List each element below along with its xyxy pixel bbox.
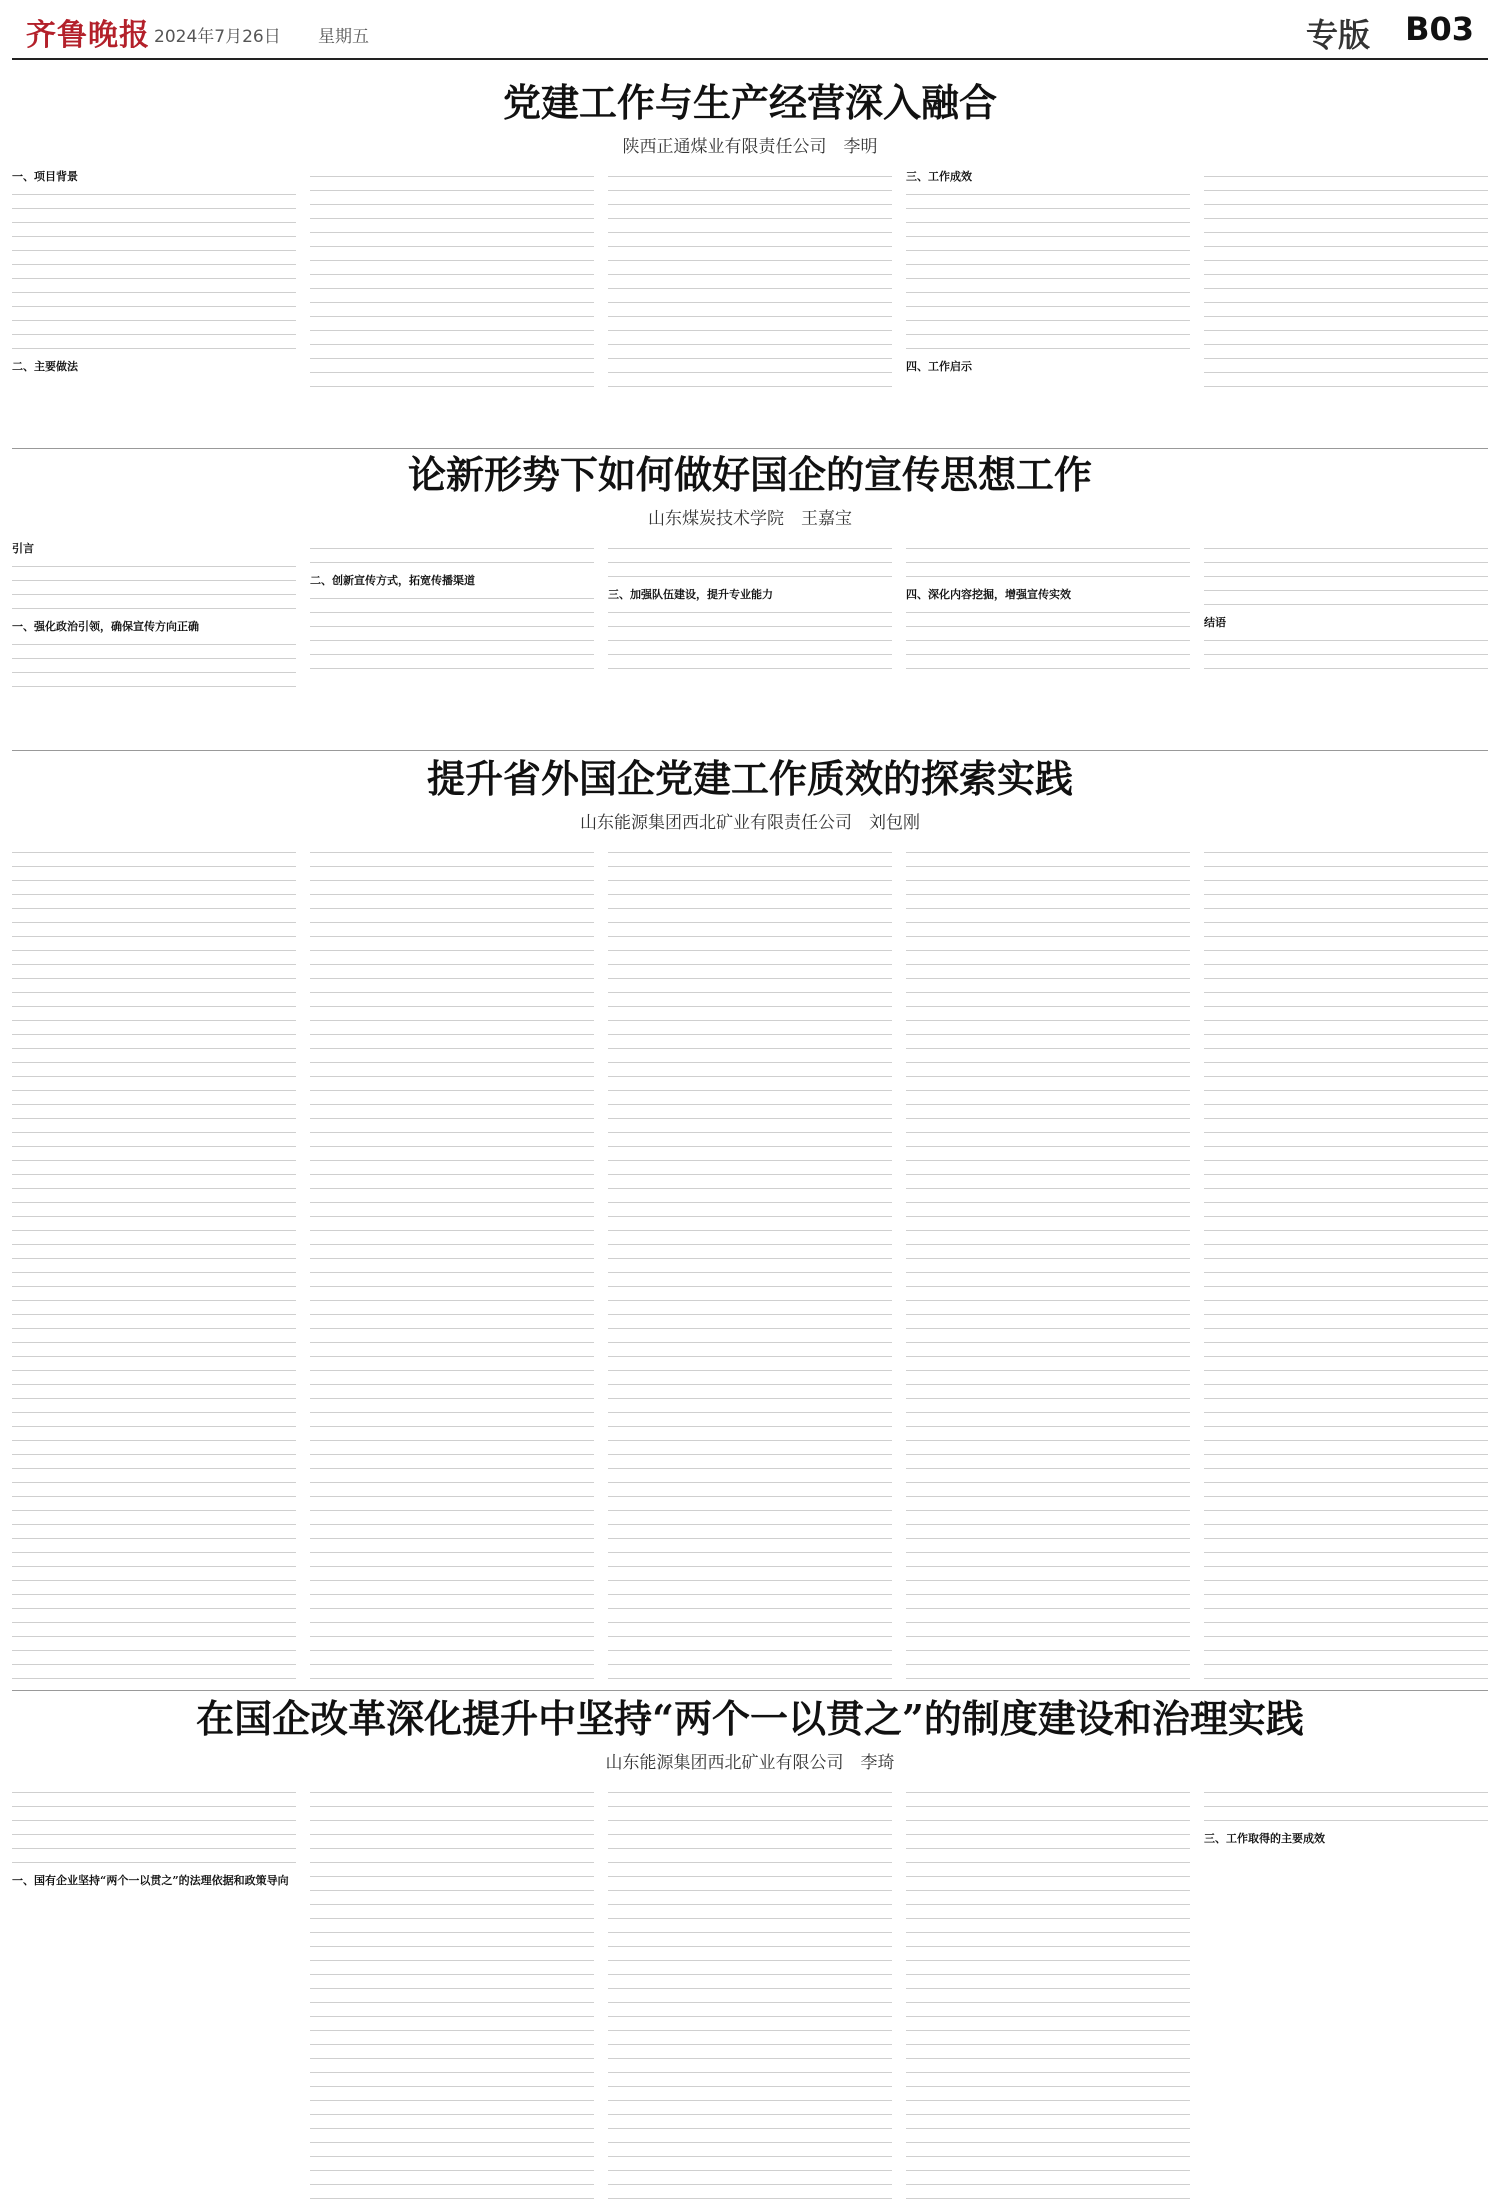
article-4-body [12,1783,1488,2203]
article-4 [12,1696,1488,2203]
body-column [310,1783,594,2203]
body-column [12,167,296,467]
article-3-headline: 提升省外国企党建工作质效的探索实践 [426,756,1073,801]
body-column [608,539,892,774]
article-2-subhead: 三、加强队伍建设，提升专业能力 [608,587,773,601]
body-column [1204,843,1488,1683]
article-4-byline: 山东能源集团西北矿业有限公司 李琦 [605,1752,895,1773]
article-4-headline: 在国企改革深化提升中坚持“两个一以贯之”的制度建设和治理实践 [196,1696,1304,1741]
masthead [12,0,1488,60]
body-column [906,843,1190,1683]
article-3-byline: 山东能源集团西北矿业有限责任公司 刘包刚 [580,812,920,833]
body-column [906,167,1190,467]
body-column [608,167,892,467]
article-2-subhead: 四、深化内容挖掘，增强宣传实效 [906,587,1071,601]
article-2-subhead: 二、创新宣传方式，拓宽传播渠道 [310,573,475,587]
issue-date: 2024年7月26日 [154,27,281,47]
page-number: B03 [1405,10,1474,48]
article-1-byline: 陕西正通煤业有限责任公司 李明 [622,136,878,157]
body-column [906,1783,1190,2203]
body-column [608,1783,892,2203]
body-column [608,843,892,1683]
article-2-headline: 论新形势下如何做好国企的宣传思想工作 [407,452,1092,497]
article-2-subhead: 引言 [12,541,34,555]
article-2-subhead: 一、强化政治引领，确保宣传方向正确 [12,619,199,633]
article-1-subhead: 一、项目背景 [12,169,78,183]
article-4-subhead: 一、国有企业坚持“两个一以贯之”的法理依据和政策导向 [12,1873,289,1887]
section-label: 专版 [1305,16,1370,54]
body-column [12,539,296,774]
body-column [1204,1783,1488,2203]
body-column [906,539,1190,774]
body-column [1204,167,1488,467]
paper-logo: 齐鲁晚报 [26,18,150,53]
body-column [12,1783,296,2203]
article-1-body [12,167,1488,467]
article-1-subhead: 三、工作成效 [906,169,972,183]
article-1 [12,80,1488,467]
article-1-subhead: 四、工作启示 [906,359,972,373]
article-2-byline: 山东煤炭技术学院 王嘉宝 [648,508,852,529]
body-column [12,843,296,1683]
issue-weekday: 星期五 [318,27,369,47]
article-2 [12,452,1488,774]
article-1-subhead: 二、主要做法 [12,359,78,373]
article-2-subhead: 结语 [1204,615,1226,629]
article-4-subhead: 三、工作取得的主要成效 [1204,1831,1325,1845]
article-1-headline: 党建工作与生产经营深入融合 [502,80,997,125]
article-3 [12,756,1488,1683]
body-column [310,843,594,1683]
body-column [310,539,594,774]
article-3-body [12,843,1488,1683]
article-2-body [12,539,1488,774]
body-column [310,167,594,467]
body-column [1204,539,1488,774]
